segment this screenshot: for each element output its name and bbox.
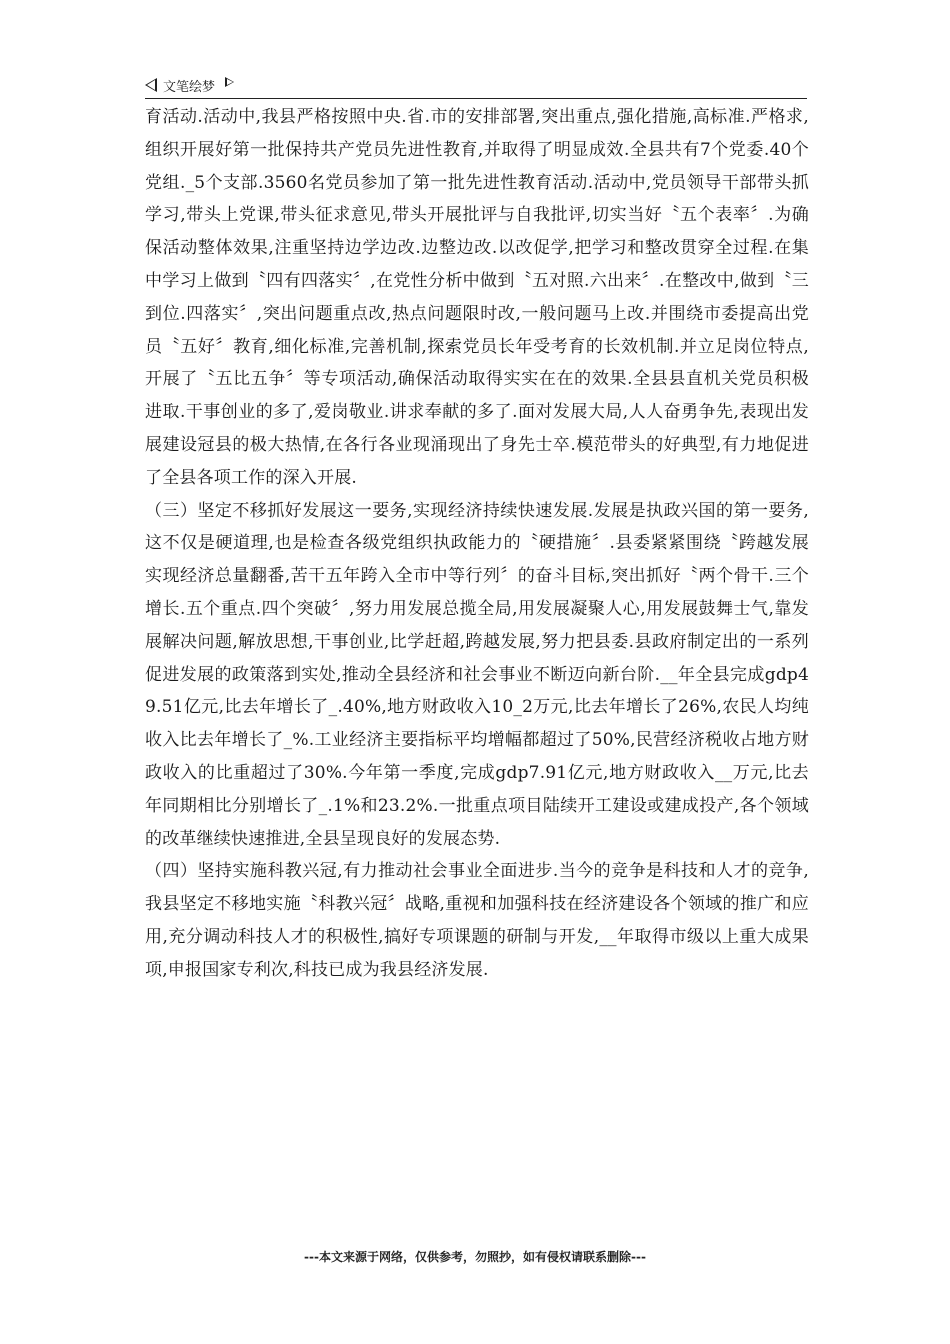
triangle-right-icon	[225, 77, 234, 87]
paragraph-1: 育活动.活动中,我县严格按照中央.省.市的安排部署,突出重点,强化措施,高标准.严格求,组织开展好第一批保持共产党员先进性教育,并取得了明显成效.全县共有7个党委.40个党组._5个支部.3560名党员参加了第一批先进性教育活动.活动中,党员领导干部带头抓学习,带头上党课,带头征求意见,带头开展批评与自我批评,切实当好〝五个表率〞.为确保活动整体效果,注重坚持边学边改.边整边改.以改促学,把学习和整改贯穿全过程.在集中学习上做到〝四有四落实〞,在党性分析中做到〝五对照.六出来〞.在整改中,做到〝三到位.四落实〞,突出问题重点改,热点问题限时改,一般问题马上改.并围绕市委提高出党员〝五好〞教育,细化标准,完善机制,探索党员长年受考育的长效机制.并立足岗位特点,开展了〝五比五争〞等专项活动,确保活动取得实实在在的效果.全县县直机关党员积极进取.干事创业的多了,爱岗敬业.讲求奉献的多了.面对发展大局,人人奋勇争先,表现出发展建设冠县的极大热情,在各行各业现涌现出了身先士卒.模范带头的好典型,有力地促进了全县各项工作的深入开展.	[145, 107, 809, 488]
paragraph-3: （四）坚持实施科教兴冠,有力推动社会事业全面进步.当今的竞争是科技和人才的竞争,我县坚定不移地实施〝科教兴冠〞战略,重视和加强科技在经济建设各个领域的推广和应用,充分调动科技人才的积极性,搞好专项课题的研制与开发,__年取得市级以上重大成果项,申报国家专利次,科技已成为我县经济发展.	[145, 861, 809, 980]
footer-disclaimer: ---本文来源于网络，仅供参考，勿照抄，如有侵权请联系删除---	[304, 1250, 646, 1264]
triangle-left-icon	[145, 78, 157, 92]
header-title: 文笔绘梦	[163, 79, 216, 95]
document-body	[145, 101, 809, 987]
page-header	[145, 72, 807, 99]
paragraph-2: （三）坚定不移抓好发展这一要务,实现经济持续快速发展.发展是执政兴国的第一要务,这不仅是硬道理,也是检查各级党组织执政能力的〝硬措施〞.县委紧紧围绕〝跨越发展实现经济总量翻番,苦干五年跨入全市中等行列〞的奋斗目标,突出抓好〝两个骨干.三个增长.五个重点.四个突破〞,努力用发展总揽全局,用发展凝聚人心,用发展鼓舞士气,靠发展解决问题,解放思想,干事创业,比学赶超,跨越发展,努力把县委.县政府制定出的一系列促进发展的政策落到实处,推动全县经济和社会事业不断迈向新台阶.__年全县完成gdp49.51亿元,比去年增长了_.40%,地方财政收入10_2万元,比去年增长了26%,农民人均纯收入比去年增长了_%.工业经济主要指标平均增幅都超过了50%,民营经济税收占地方财政收入的比重超过了30%.今年第一季度,完成gdp7.91亿元,地方财政收入__万元,比去年同期相比分别增长了_.1%和23.2%.一批重点项目陆续开工建设或建成投产,各个领域的改革继续快速推进,全县呈现良好的发展态势.	[145, 500, 809, 849]
